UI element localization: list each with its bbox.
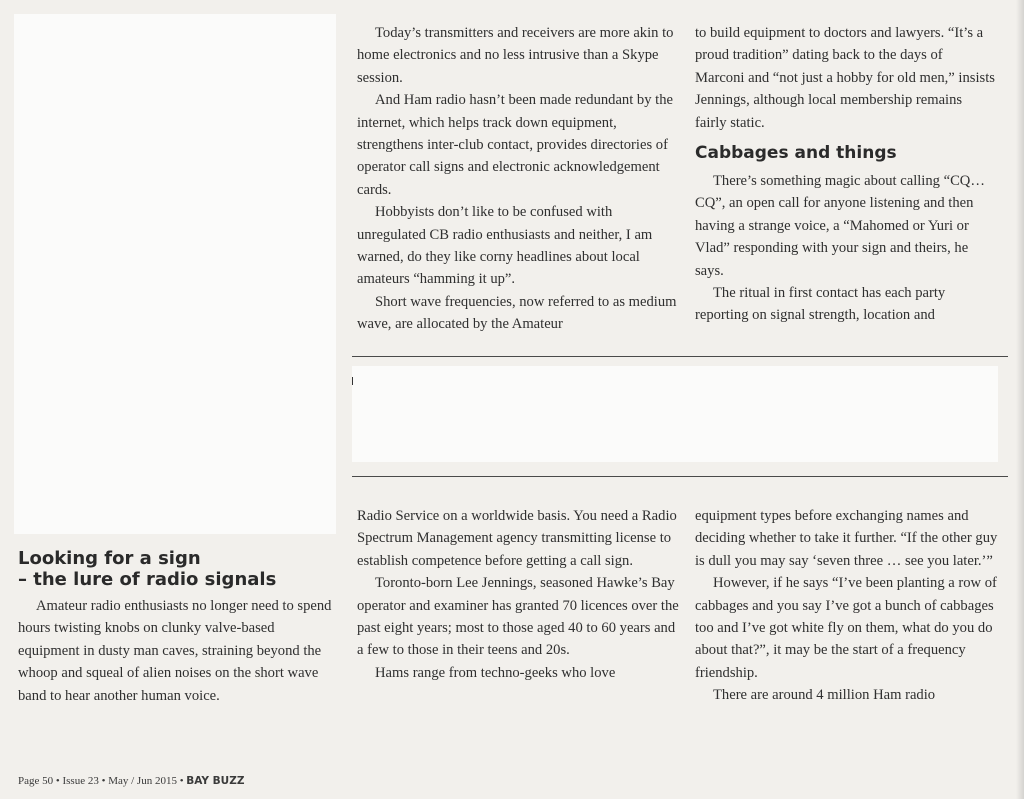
paragraph: to build equipment to doctors and lawyers. “It’s a proud tradition” dating back to the days of Marconi and “not just a hobby for old men,” insists Jennings, although local membership remains fairly static. bbox=[695, 25, 995, 131]
paragraph: Toronto-born Lee Jennings, seasoned Hawke’s Bay operator and examiner has granted 70 licences over the past eight years; most to those aged 40 to 60 years and a few to those in their teens and 20s. bbox=[357, 575, 679, 659]
column-right-top bbox=[695, 22, 995, 327]
divider-rule-bottom bbox=[352, 476, 1008, 477]
crop-mark bbox=[352, 377, 353, 385]
column-right-bottom bbox=[695, 505, 1010, 707]
paragraph: Hobbyists don’t like to be confused with unregulated CB radio enthusiasts and neither, I am warned, do they like corny headlines about local amateurs “hamming it up”. bbox=[357, 204, 653, 288]
footer-brand: BAY BUZZ bbox=[186, 775, 245, 787]
photo-placeholder-middle bbox=[352, 366, 998, 462]
paragraph: And Ham radio hasn’t been made redundant by the internet, which helps track down equipment, strengthens inter-club contact, provides directories of operator call signs and electronic acknowledgement cards. bbox=[357, 92, 674, 198]
paragraph: There’s something magic about calling “CQ…CQ”, an open call for anyone listening and then having a strange voice, a “Mahomed or Yuri or Vlad” responding with your sign and theirs, he says. bbox=[695, 173, 985, 279]
section-subhead: Cabbages and things bbox=[695, 143, 897, 164]
paragraph: There are around 4 million Ham radio bbox=[713, 687, 936, 704]
headline-line-1: Looking for a sign bbox=[18, 548, 201, 569]
headline-line-2: – the lure of radio signals bbox=[18, 569, 277, 590]
article-headline bbox=[18, 548, 338, 590]
paragraph: Hams range from techno-geeks who love bbox=[375, 664, 616, 681]
paragraph: Short wave frequencies, now referred to as medium wave, are allocated by the Amateur bbox=[357, 293, 677, 333]
paragraph: The ritual in first contact has each party reporting on signal strength, location and bbox=[695, 285, 946, 324]
photo-placeholder-left bbox=[14, 14, 336, 534]
paragraph: Radio Service on a worldwide basis. You need a Radio Spectrum Management agency transmitting license to establish competence before getting a call sign. bbox=[357, 508, 677, 569]
paragraph: Amateur radio enthusiasts no longer need to spend hours twisting knobs on clunky valve-based equipment in dusty man caves, straining beyond the whoop and squeal of alien noises on the short wave band to hear another human voice. bbox=[18, 598, 332, 704]
footer-text: Page 50 • Issue 23 • May / Jun 2015 • bbox=[18, 775, 184, 787]
page-edge-shadow bbox=[1016, 0, 1024, 799]
paragraph: equipment types before exchanging names and deciding whether to take it further. “If the other guy is dull you may say ‘seven three … see you later.’” bbox=[695, 508, 998, 569]
page-footer bbox=[18, 775, 244, 787]
paragraph: However, if he says “I’ve been planting a row of cabbages and you say I’ve got a bunch of cabbages too and I’ve got white fly on them, what do you do about that?”, it may be the start of a frequency friendship. bbox=[695, 575, 997, 681]
column-left-bottom bbox=[18, 595, 334, 707]
paragraph: Today’s transmitters and receivers are more akin to home electronics and no less intrusive than a Skype session. bbox=[357, 25, 674, 86]
divider-rule-top bbox=[352, 356, 1008, 357]
column-middle-bottom bbox=[357, 505, 679, 684]
column-middle-top bbox=[357, 22, 679, 336]
